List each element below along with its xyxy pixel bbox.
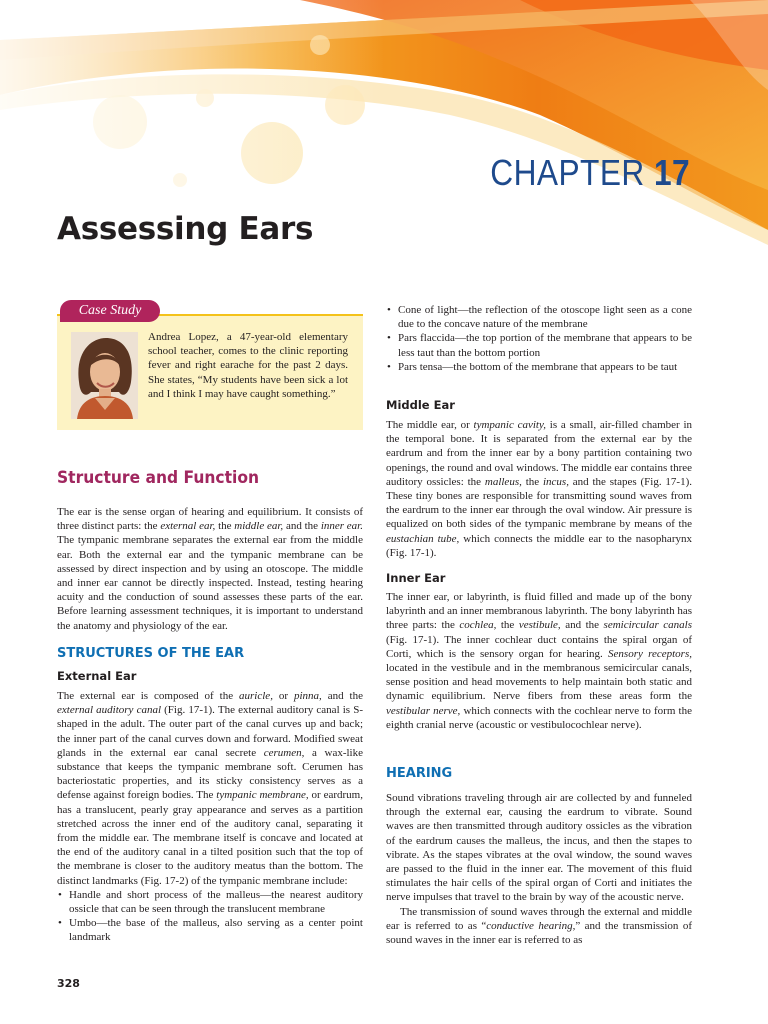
text-run: and the	[321, 690, 363, 702]
term: inner ear.	[320, 520, 363, 533]
chapter-number: 17	[653, 152, 690, 193]
text-run: located in the vestibule and in the membranous semicircular canals, sense position and head movements to help maintain both static and dynamic equilibrium. Nerve fibers from these areas form the	[386, 662, 692, 703]
hearing-heading-wrap	[386, 767, 692, 781]
text-run: The ear is the sense organ of hearing and equilibrium. It consists of three distinct parts: the	[57, 506, 363, 533]
text-run: The inner ear, or labyrinth, is fluid filled and made up of the bony labyrinth and an inner membranous labyrinth. The bony labyrinth has three parts: the	[386, 591, 692, 632]
text-run: and the	[283, 520, 321, 533]
term: auricle,	[239, 690, 273, 702]
hearing-paragraph-1: Sound vibrations traveling through air are collected by and funneled through the external ear, causing the eardrum to vibrate. Sound waves are then transmitted through auditory ossicles as the vibration of the eardrum causes the malleus, the incus, and then the stapes to vibrate. As the stapes vibrates at the oval window, the sound waves are passed to the fluid in the inner ear. The movement of this fluid stimulates the hair cells of the spiral organ of Corti and initiates the nerve impulses that travel to the brain by way of the acoustic nerve.	[386, 792, 692, 904]
chapter-word: CHAPTER	[490, 152, 645, 193]
term: external ear,	[160, 520, 216, 533]
term: tympanic cavity,	[473, 419, 547, 431]
list-item: • Umbo—the base of the malleus, also serving as a center point landmark	[57, 916, 363, 944]
text-run: The transmission of sound waves through the external and middle ear is referred to as “	[386, 905, 692, 932]
text-run: (Fig. 17-1). The external auditory canal is S-shaped in the adult. The outer part of the canal curves up and back; the inner part of the canal curves down and forward. Modified sweat glands in the external ear canal secrete	[57, 704, 363, 759]
term: pinna,	[293, 690, 322, 702]
list-item: • Cone of light—the reflection of the otoscope light seen as a cone due to the concave nature of the membrane	[386, 303, 692, 331]
term: eustachian tube,	[386, 532, 460, 545]
external-ear-heading-wrap	[57, 669, 363, 683]
middle-ear-heading: Middle Ear	[386, 398, 455, 412]
patient-photo	[71, 332, 138, 419]
right-bullets	[386, 303, 692, 374]
text-run: the	[215, 520, 235, 533]
term: incus,	[542, 475, 569, 488]
text-run: which connects the middle ear to the nasopharynx (Fig. 17-1).	[386, 532, 692, 559]
inner-ear-heading-wrap	[386, 571, 692, 585]
term: tympanic membrane,	[216, 789, 309, 802]
list-item: • Pars tensa—the bottom of the membrane that appears to be taut	[386, 360, 692, 374]
text-run: which connects with the cochlear nerve to form the eighth cranial nerve (acoustic or vestibulocochlear nerve).	[386, 704, 692, 731]
term: cerumen,	[263, 746, 305, 759]
structures-heading-wrap	[57, 647, 363, 661]
external-ear-heading: External Ear	[57, 669, 137, 683]
inner-ear-heading: Inner Ear	[386, 571, 446, 585]
text-run: The external ear is composed of the	[57, 690, 240, 702]
structure-function-heading: Structure and Function	[57, 468, 260, 487]
hearing-body	[386, 791, 692, 947]
term: malleus,	[484, 475, 522, 488]
section-heading-structure	[57, 468, 363, 487]
term: cochlea,	[459, 619, 497, 632]
inner-ear-body	[386, 590, 692, 732]
structures-heading: STRUCTURES OF THE EAR	[57, 646, 245, 661]
middle-ear-body	[386, 418, 692, 560]
hearing-heading: HEARING	[386, 766, 453, 781]
text-run: The tympanic membrane separates the external ear from the middle ear. Both the external ear and the tympanic membrane can be assessed by direct inspection and by using an otoscope. The middle and inner ear cannot be directly inspected. Instead, testing hearing acuity and the conduction of sound assesses these parts of the ear. Before learning assessment techniques, it is important to understand the anatomy and physiology of the ear.	[57, 534, 363, 632]
landmark-list	[57, 888, 363, 945]
text-run: ” and the transmission of sound waves in the inner ear is referred to as	[386, 919, 692, 947]
text-run: a wax-like substance that keeps the tympanic membrane soft. Cerumen has bacteriostatic properties, and its sticky consistency serves as a defense against foreign bodies. The	[57, 746, 363, 802]
text-run: is a small, air-filled chamber in the temporal bone. It is separated from the external ear by the eardrum and from the inner ear by a bony partition containing two openings, the round and oval windows. The middle ear contains three auditory ossicles: the	[386, 419, 692, 488]
page-number: 328	[57, 977, 80, 990]
chapter-heading	[490, 152, 690, 194]
case-study-tab: Case Study	[60, 300, 160, 322]
text-run: the	[521, 475, 543, 488]
middle-ear-heading-wrap	[386, 398, 692, 412]
term: vestibular nerve,	[386, 704, 461, 717]
term: middle ear,	[234, 520, 284, 533]
intro-paragraph	[57, 505, 363, 633]
membrane-list	[386, 303, 692, 374]
term: semicircular canals	[603, 619, 692, 632]
list-item: • Handle and short process of the malleus—the nearest auditory ossicle that can be seen through the translucent membrane	[57, 888, 363, 916]
term: conductive hearing,	[486, 919, 576, 932]
case-study-text: Andrea Lopez, a 47-year-old elementary school teacher, comes to the clinic reporting fever and right earache for the past 2 days. She states, “My students have been sick a lot and I think I may have caught something.”	[148, 331, 348, 400]
term: vestibule,	[518, 619, 561, 632]
text-run: the	[496, 619, 519, 632]
external-ear-body	[57, 689, 363, 945]
text-run: or	[272, 690, 294, 702]
text-run: The middle ear, or	[386, 419, 474, 431]
chapter-banner	[0, 0, 768, 300]
text-run: and the	[560, 619, 604, 632]
text-run: (Fig. 17-1). The inner cochlear duct contains the spiral organ of Corti, which is the sensory organ for hearing.	[386, 633, 692, 660]
list-item: • Pars flaccida—the top portion of the membrane that appears to be less taut than the bottom portion	[386, 331, 692, 359]
text-run: and the stapes (Fig. 17-1). These tiny bones are responsible for transmitting sound waves from the eardrum to the inner ear through the oval window. Air pressure is equalized on both sides of the tympanic membrane by means of the	[386, 475, 692, 531]
term: external auditory canal	[57, 704, 162, 717]
term: Sensory receptors,	[608, 647, 692, 660]
text-run: or eardrum, has a translucent, pearly gray appearance and serves as a partition stretched across the inner end of the auditory canal, separating it from the middle ear. The membrane itself is concave and located at the end of the auditory canal in a tilted position such that the top of the membrane is closer to the auditory meatus than the bottom. The distinct landmarks (Fig. 17-2) of the tympanic membrane include:	[57, 789, 363, 887]
hearing-paragraph-2	[386, 905, 692, 948]
page-title: Assessing Ears	[57, 211, 314, 247]
